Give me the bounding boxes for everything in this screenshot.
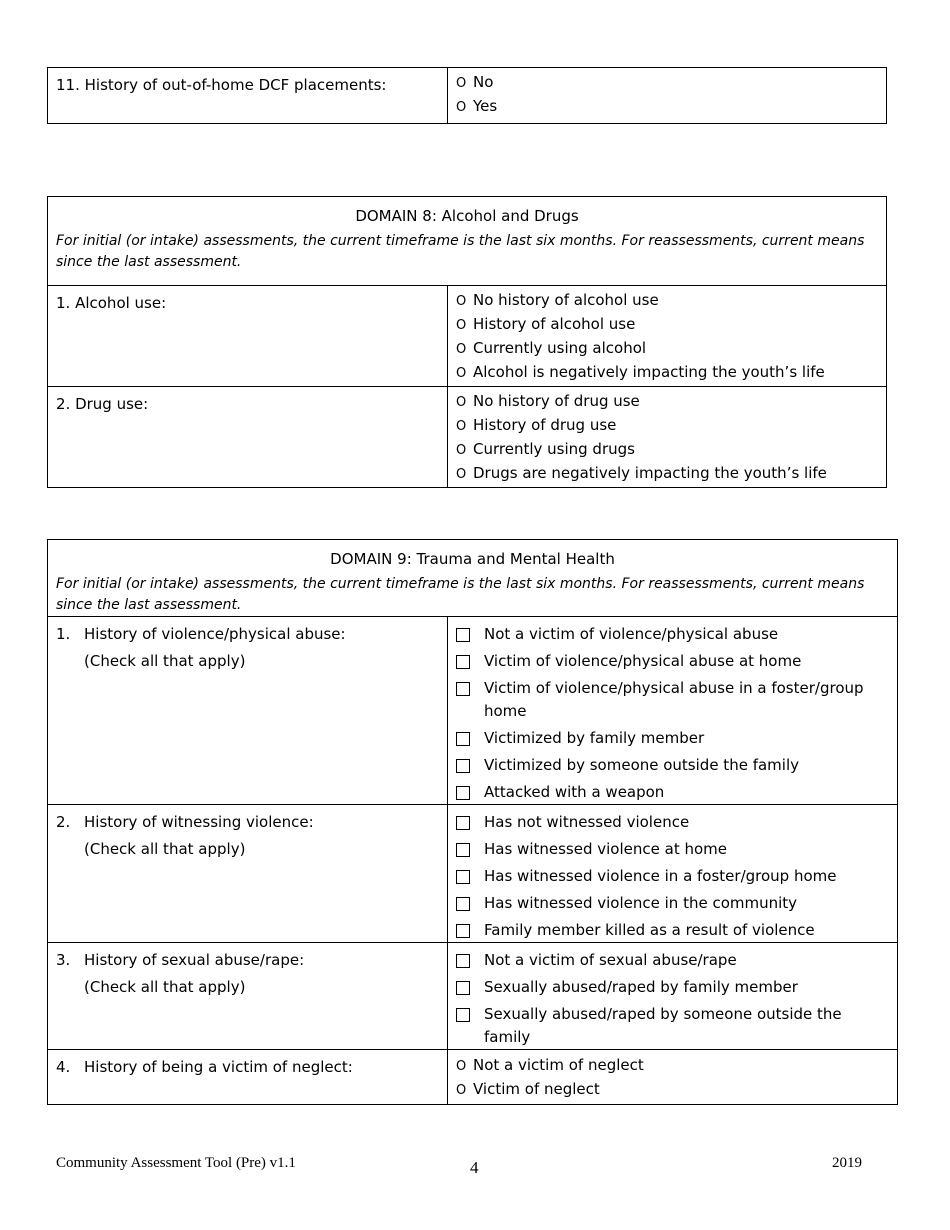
radio-icon[interactable]: O <box>456 443 467 458</box>
check-all-note: (Check all that apply) <box>84 978 246 996</box>
radio-option[interactable]: O History of drug use <box>456 414 878 438</box>
domain8-header <box>48 197 887 286</box>
domain-title: DOMAIN 9: Trauma and Mental Health <box>330 550 615 568</box>
timeframe-note: For initial (or intake) assessments, the current timeframe is the last six months. For reassessments, current means since the last assessment. <box>56 233 865 270</box>
checkbox-option[interactable]: Victimized by someone outside the family <box>456 754 889 777</box>
checkbox-option[interactable]: Not a victim of violence/physical abuse <box>456 623 889 646</box>
checkbox-option[interactable]: Has witnessed violence at home <box>456 838 889 861</box>
options-cell <box>448 617 898 805</box>
domain8-table <box>47 196 887 488</box>
radio-icon[interactable]: O <box>456 76 467 91</box>
question-cell <box>48 1050 448 1105</box>
domain9-header <box>48 540 898 617</box>
radio-option[interactable]: O No history of drug use <box>456 390 878 414</box>
checkbox-option[interactable]: Sexually abused/raped by someone outside the family <box>456 1003 889 1049</box>
checkbox-option[interactable]: Attacked with a weapon <box>456 781 889 804</box>
radio-icon[interactable]: O <box>456 100 467 115</box>
radio-icon[interactable]: O <box>456 1059 467 1074</box>
checkbox-icon[interactable] <box>456 786 470 800</box>
checkbox-option[interactable]: Has witnessed violence in the community <box>456 892 889 915</box>
options-cell <box>448 286 887 387</box>
options-cell <box>448 943 898 1050</box>
question-label: History of sexual abuse/rape: <box>84 951 305 969</box>
options-cell <box>448 387 887 488</box>
check-all-note: (Check all that apply) <box>84 840 246 858</box>
question-label: 11. History of out-of-home DCF placements: <box>56 76 387 94</box>
checkbox-icon[interactable] <box>456 682 470 696</box>
question-number: 3. <box>56 951 71 969</box>
options-cell <box>448 1050 898 1105</box>
radio-option[interactable]: O No history of alcohol use <box>456 289 878 313</box>
radio-option[interactable]: O Yes <box>456 95 878 119</box>
question-label: History of violence/physical abuse: <box>84 625 346 643</box>
question-label: 2. Drug use: <box>56 395 149 413</box>
checkbox-icon[interactable] <box>456 732 470 746</box>
checkbox-icon[interactable] <box>456 628 470 642</box>
checkbox-icon[interactable] <box>456 870 470 884</box>
page-number: 4 <box>470 1158 479 1177</box>
options-cell <box>448 68 887 124</box>
radio-icon[interactable]: O <box>456 294 467 309</box>
question-cell <box>48 805 448 943</box>
radio-option[interactable]: O Drugs are negatively impacting the youth’s life <box>456 462 878 486</box>
footer-doc-title: Community Assessment Tool (Pre) v1.1 <box>56 1155 296 1171</box>
question-label: 1. Alcohol use: <box>56 294 167 312</box>
domain9-table <box>47 539 898 1105</box>
checkbox-option[interactable]: Not a victim of sexual abuse/rape <box>456 949 889 972</box>
checkbox-option[interactable]: Has not witnessed violence <box>456 811 889 834</box>
footer-year: 2019 <box>832 1155 862 1171</box>
question-cell <box>48 68 448 124</box>
checkbox-icon[interactable] <box>456 924 470 938</box>
radio-option[interactable]: O Currently using drugs <box>456 438 878 462</box>
question-cell <box>48 286 448 387</box>
question-number: 2. <box>56 813 71 831</box>
checkbox-option[interactable]: Victim of violence/physical abuse at home <box>456 650 889 673</box>
radio-icon[interactable]: O <box>456 366 467 381</box>
checkbox-icon[interactable] <box>456 655 470 669</box>
timeframe-note: For initial (or intake) assessments, the current timeframe is the last six months. For reassessments, current means since the last assessment. <box>56 576 865 613</box>
radio-option[interactable]: O History of alcohol use <box>456 313 878 337</box>
domain-title: DOMAIN 8: Alcohol and Drugs <box>355 207 579 225</box>
options-cell <box>448 805 898 943</box>
radio-icon[interactable]: O <box>456 395 467 410</box>
check-all-note: (Check all that apply) <box>84 652 246 670</box>
question-cell <box>48 617 448 805</box>
radio-option[interactable]: O Currently using alcohol <box>456 337 878 361</box>
checkbox-icon[interactable] <box>456 897 470 911</box>
checkbox-icon[interactable] <box>456 816 470 830</box>
question-number: 1. <box>56 625 71 643</box>
radio-option[interactable]: O Alcohol is negatively impacting the youth’s life <box>456 361 878 385</box>
checkbox-icon[interactable] <box>456 1008 470 1022</box>
radio-option[interactable]: O Not a victim of neglect <box>456 1054 889 1078</box>
dcf-placements-table <box>47 67 887 124</box>
checkbox-icon[interactable] <box>456 843 470 857</box>
radio-icon[interactable]: O <box>456 467 467 482</box>
question-label: History of being a victim of neglect: <box>84 1058 353 1076</box>
checkbox-option[interactable]: Sexually abused/raped by family member <box>456 976 889 999</box>
question-label: History of witnessing violence: <box>84 813 314 831</box>
radio-icon[interactable]: O <box>456 1083 467 1098</box>
question-cell <box>48 387 448 488</box>
checkbox-icon[interactable] <box>456 981 470 995</box>
radio-icon[interactable]: O <box>456 419 467 434</box>
radio-option[interactable]: O No <box>456 71 878 95</box>
question-cell <box>48 943 448 1050</box>
checkbox-icon[interactable] <box>456 759 470 773</box>
radio-icon[interactable]: O <box>456 342 467 357</box>
checkbox-option[interactable]: Has witnessed violence in a foster/group home <box>456 865 889 888</box>
checkbox-icon[interactable] <box>456 954 470 968</box>
checkbox-option[interactable]: Victimized by family member <box>456 727 889 750</box>
radio-icon[interactable]: O <box>456 318 467 333</box>
radio-option[interactable]: O Victim of neglect <box>456 1078 889 1102</box>
checkbox-option[interactable]: Family member killed as a result of violence <box>456 919 889 942</box>
checkbox-option[interactable]: Victim of violence/physical abuse in a foster/group home <box>456 677 889 723</box>
question-number: 4. <box>56 1058 71 1076</box>
